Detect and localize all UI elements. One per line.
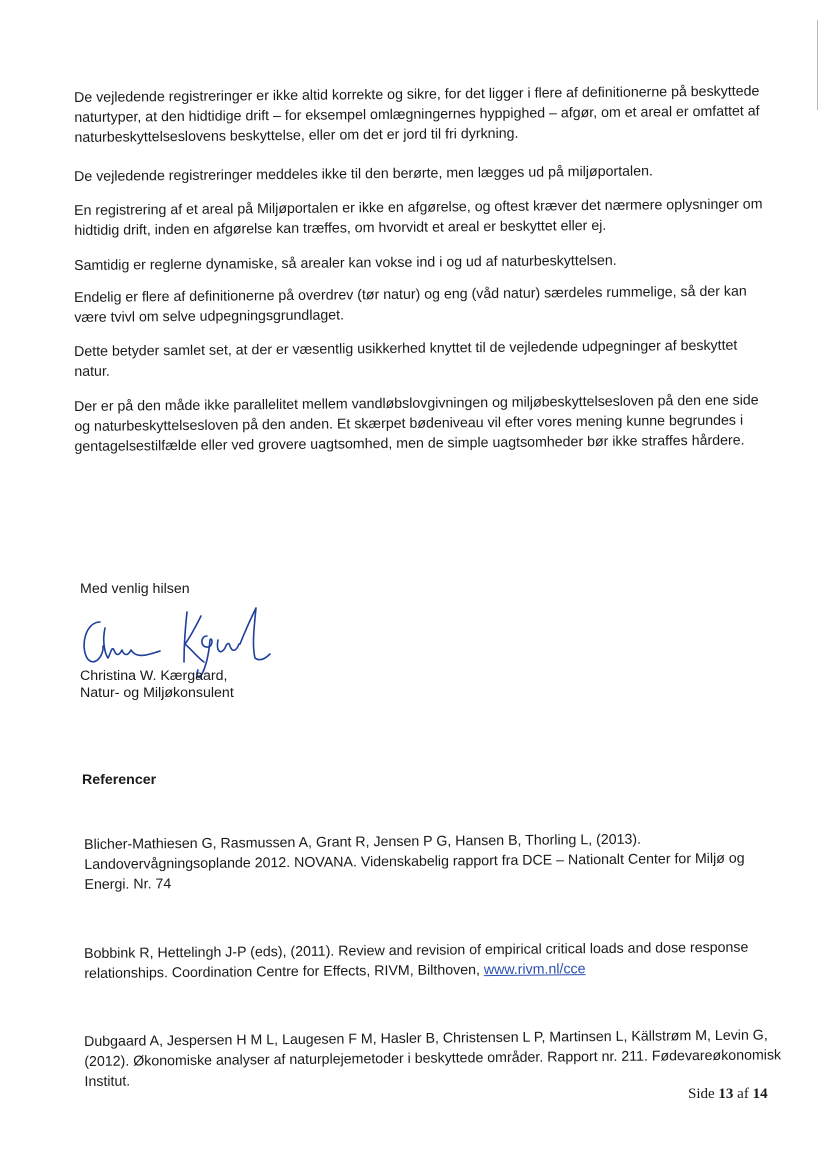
paragraph-5: Endelig er flere af definitionerne på overdrev (tør natur) og eng (våd natur) særdeles rummelige, så der kan være tvivl om selve udpegningsgrundlaget. — [74, 283, 747, 326]
page-edge-line — [817, 20, 818, 110]
paragraph-2: De vejledende registreringer meddeles ikke til den berørte, men lægges ud på miljøportalen. — [74, 163, 653, 185]
reference-item — [84, 937, 784, 984]
paragraph-4: Samtidig er reglerne dynamiske, så arealer kan vokse ind i og ud af naturbeskyttelsen. — [74, 252, 617, 274]
closing-greeting: Med venlig hilsen — [80, 581, 190, 597]
reference-link[interactable]: www.rivm.nl/cce — [483, 961, 586, 979]
paragraph-7: Der er på den måde ikke parallelitet mellem vandløbslovgivningen og miljøbeskyttelsesloven på den ene side og naturbeskyttelsesloven på den anden. Et skærpet bødeniveau vil efter vores mening kunne begrundes i gentagelsestilfælde eller ved grovere uagtsomhed, men de simple uagtsomheder bør ikke straffes hårdere. — [74, 392, 759, 455]
page-number — [688, 1086, 768, 1103]
signatory-name: Christina W. Kærgaard, — [80, 668, 228, 684]
reference-text: Bobbink R, Hettelingh J-P (eds), (2011). Review and revision of empirical critical loads and dose response relationships. Coordination Centre for Effects, RIVM, Bilthoven, — [84, 939, 749, 982]
page-total: 14 — [752, 1086, 768, 1102]
reference-item: Blicher-Mathiesen G, Rasmussen A, Grant R, Jensen P G, Hansen B, Thorling L, (2013). Landovervågningsoplande 2012. NOVANA. Videnskabelig rapport fra DCE – Nationalt Center for Miljø og Energi. Nr. 74 — [84, 831, 745, 893]
signatory-title: Natur- og Miljøkonsulent — [80, 685, 234, 701]
reference-item: Dubgaard A, Jespersen H M L, Laugesen F M, Hasler B, Christensen L P, Martinsen L, Källstrøm M, Levin G, (2012). Økonomiske analyser af naturplejemetoder i beskyttede områder. Rapport nr. 211. Fødevareøkonomisk Institut. — [84, 1027, 782, 1090]
page-prefix: Side — [688, 1086, 715, 1102]
paragraph-6: Dette betyder samlet set, at der er væsentlig usikkerhed knyttet til de vejledende udpegninger af beskyttet natur. — [74, 337, 738, 380]
paragraph-1: De vejledende registreringer er ikke altid korrekte og sikre, for det ligger i flere af definitionerne på beskyttede naturtyper, at den hidtidige drift – for eksempel omlægningernes hyppighed – afgør, om et areal er omfattet af naturbeskyttelseslovens beskyttelse, eller om det er jord til fri dyrkning. — [74, 83, 760, 146]
page-current: 13 — [718, 1086, 734, 1102]
page-separator: af — [737, 1086, 749, 1102]
paragraph-3: En registrering af et areal på Miljøportalen er ikke en afgørelse, og oftest kræver det nærmere oplysninger om hidtidig drift, inden en afgørelse kan træffes, om hvorvidt et areal er beskyttet eller ej. — [74, 196, 763, 239]
references-heading: Referencer — [82, 772, 157, 788]
